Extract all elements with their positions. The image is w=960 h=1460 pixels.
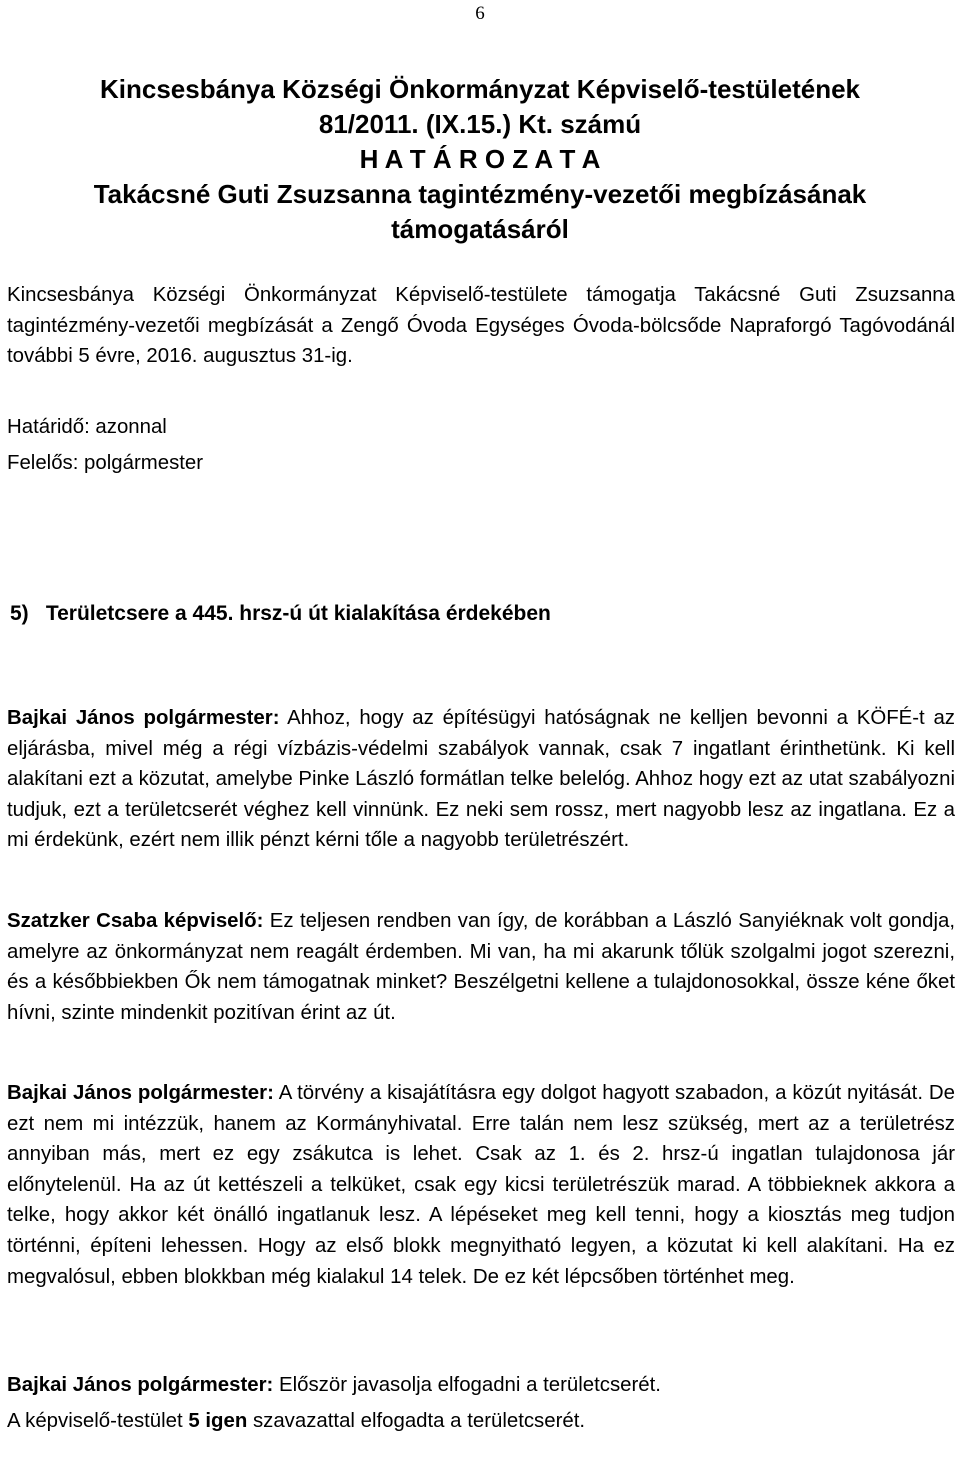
speech-text: Ahhoz, hogy az építésügyi hatóságnak ne kelljen bevonni a KÖFÉ-t az eljárásba, mivel még a régi vízbázis-védelmi szabályok vannak, csak 7 ingatlant érinthetünk. Ki kell alakítani ezt a közutat, amelybe Pinke László formátlan telke belelóg. Ahhoz hogy ezt az utat szabályozni tudjuk, ezt a területcserét véghez kell vinnünk. Ez neki sem rossz, mert nagyobb lesz az ingatlana. Ez a mi érdekünk, ezért nem illik pénzt kérni tőle a nagyobb területrészért. (7, 707, 955, 852)
title-line-subject-end: támogatásáról (391, 214, 569, 244)
vote-result (7, 1406, 585, 1437)
speech-text: A törvény a kisajátításra egy dolgot hagyott szabadon, a közút nyitását. De ezt nem mi intézzük, hanem az Kormányhivatal. Erre talán nem lesz szükség, mert az a területrész annyiban más, mert ez egy zsákutca is lehet. Csak az 1. és 2. hrsz-ú ingatlan tulajdonosa jár előnytelenül. Ha az út kettészeli a telküket, csak egy kicsi területrészük marad. A többieknek akkora a telke, hogy akkor két önálló ingatlanuk lesz. A lépéseket meg kell tenni, hogy a kiosztás meg tudjon történni, építeni lehessen. Hogy az első blokk megnyitható legyen, a közutat ki kell alakítani. Ha ez megvalósul, ebben blokkban még kialakul 14 telek. De ez két lépcsőben történhet meg. (7, 1082, 955, 1288)
speech-paragraph (7, 1078, 955, 1292)
page-number: 6 (475, 3, 485, 24)
vote-suffix: szavazattal elfogadta a területcserét. (247, 1410, 586, 1432)
deadline: Határidő: azonnal (7, 416, 167, 438)
vote-prefix: A képviselő-testület (7, 1410, 189, 1432)
speaker-name: Bajkai János polgármester: (7, 1082, 274, 1104)
speech-text: Először javasolja elfogadni a területcserét. (273, 1374, 661, 1396)
agenda-item-heading (10, 602, 551, 626)
resolution-title (0, 72, 960, 247)
speech-paragraph (7, 703, 955, 856)
vote-count: 5 igen (188, 1410, 248, 1432)
title-line-subject: Takácsné Guti Zsuzsanna tagintézmény-vezetői megbízásának (93, 179, 867, 209)
speech-text: Ez teljesen rendben van így, de korábban a László Sanyiéknak volt gondja, amelyre az önkormányzat nem reagált érdemben. Mi van, ha mi akarunk tőlük szolgalmi jogot szerezni, és a későbbiekben Ők nem támogatnak minket? Beszélgetni kellene a tulajdonosokkal, össze kéne őket hívni, szinte mindenkit pozitívan érint az út. (7, 910, 956, 1024)
speaker-name: Bajkai János polgármester: (7, 1374, 274, 1396)
title-line-resolution: H A T Á R O Z A T A (359, 144, 601, 174)
title-line-council: Kincsesbánya Községi Önkormányzat Képviselő-testületének (99, 74, 861, 104)
resolution-text: Kincsesbánya Községi Önkormányzat Képviselő-testülete támogatja Takácsné Guti Zsuzsanna tagintézmény-vezetői megbízását a Zengő Óvoda Egységes Óvoda-bölcsőde Napraforgó Tagóvodánál további 5 évre, 2016. augusztus 31-ig. (7, 284, 955, 368)
agenda-item-number: 5) (10, 602, 29, 625)
speaker-name: Szatzker Csaba képviselő: (7, 910, 264, 932)
speech-paragraph (7, 906, 955, 1028)
title-line-number: 81/2011. (IX.15.) Kt. számú (318, 109, 642, 139)
speech-paragraph (7, 1370, 955, 1401)
responsible: Felelős: polgármester (7, 452, 204, 474)
speaker-name: Bajkai János polgármester: (7, 707, 280, 729)
agenda-item-title: Területcsere a 445. hrsz-ú út kialakítása érdekében (45, 602, 551, 625)
